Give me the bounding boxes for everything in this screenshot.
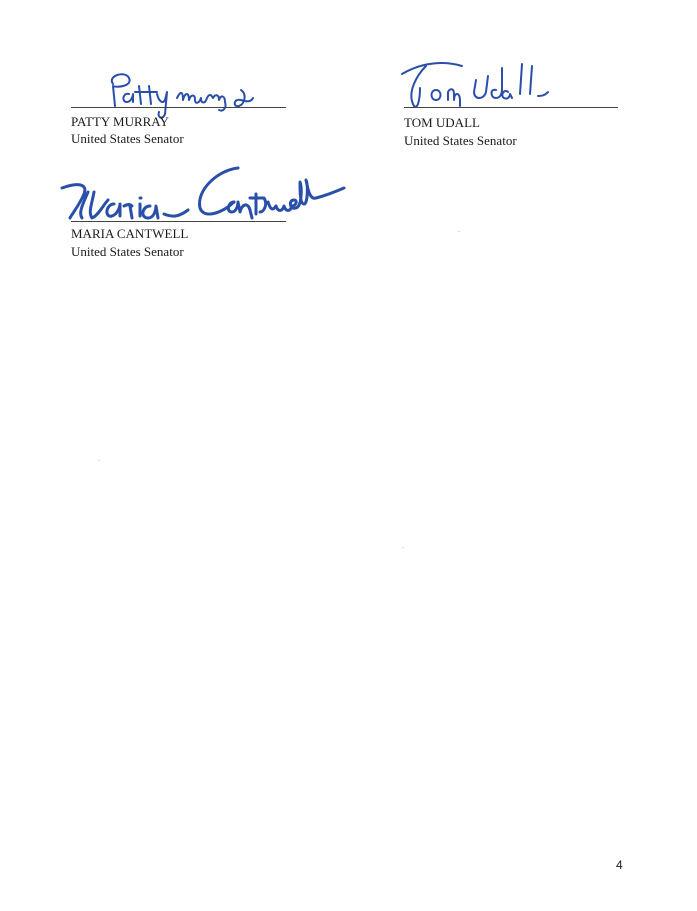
signature-line-cantwell [71, 221, 286, 222]
signatory-name: PATTY MURRAY [71, 114, 169, 129]
scan-speck [98, 460, 100, 461]
signature-line-murray [71, 107, 286, 108]
signatory-title: United States Senator [71, 244, 184, 259]
page-number: 4 [616, 858, 623, 872]
signatory-name: TOM UDALL [404, 115, 480, 130]
signature-maria-cantwell [58, 162, 358, 222]
scan-speck [458, 231, 460, 232]
signature-tom-udall [396, 52, 566, 112]
signatory-name: MARIA CANTWELL [71, 226, 189, 241]
scan-speck [402, 547, 404, 548]
signature-line-udall [404, 107, 618, 108]
signatory-title: United States Senator [71, 131, 184, 146]
signatory-title: United States Senator [404, 133, 517, 148]
